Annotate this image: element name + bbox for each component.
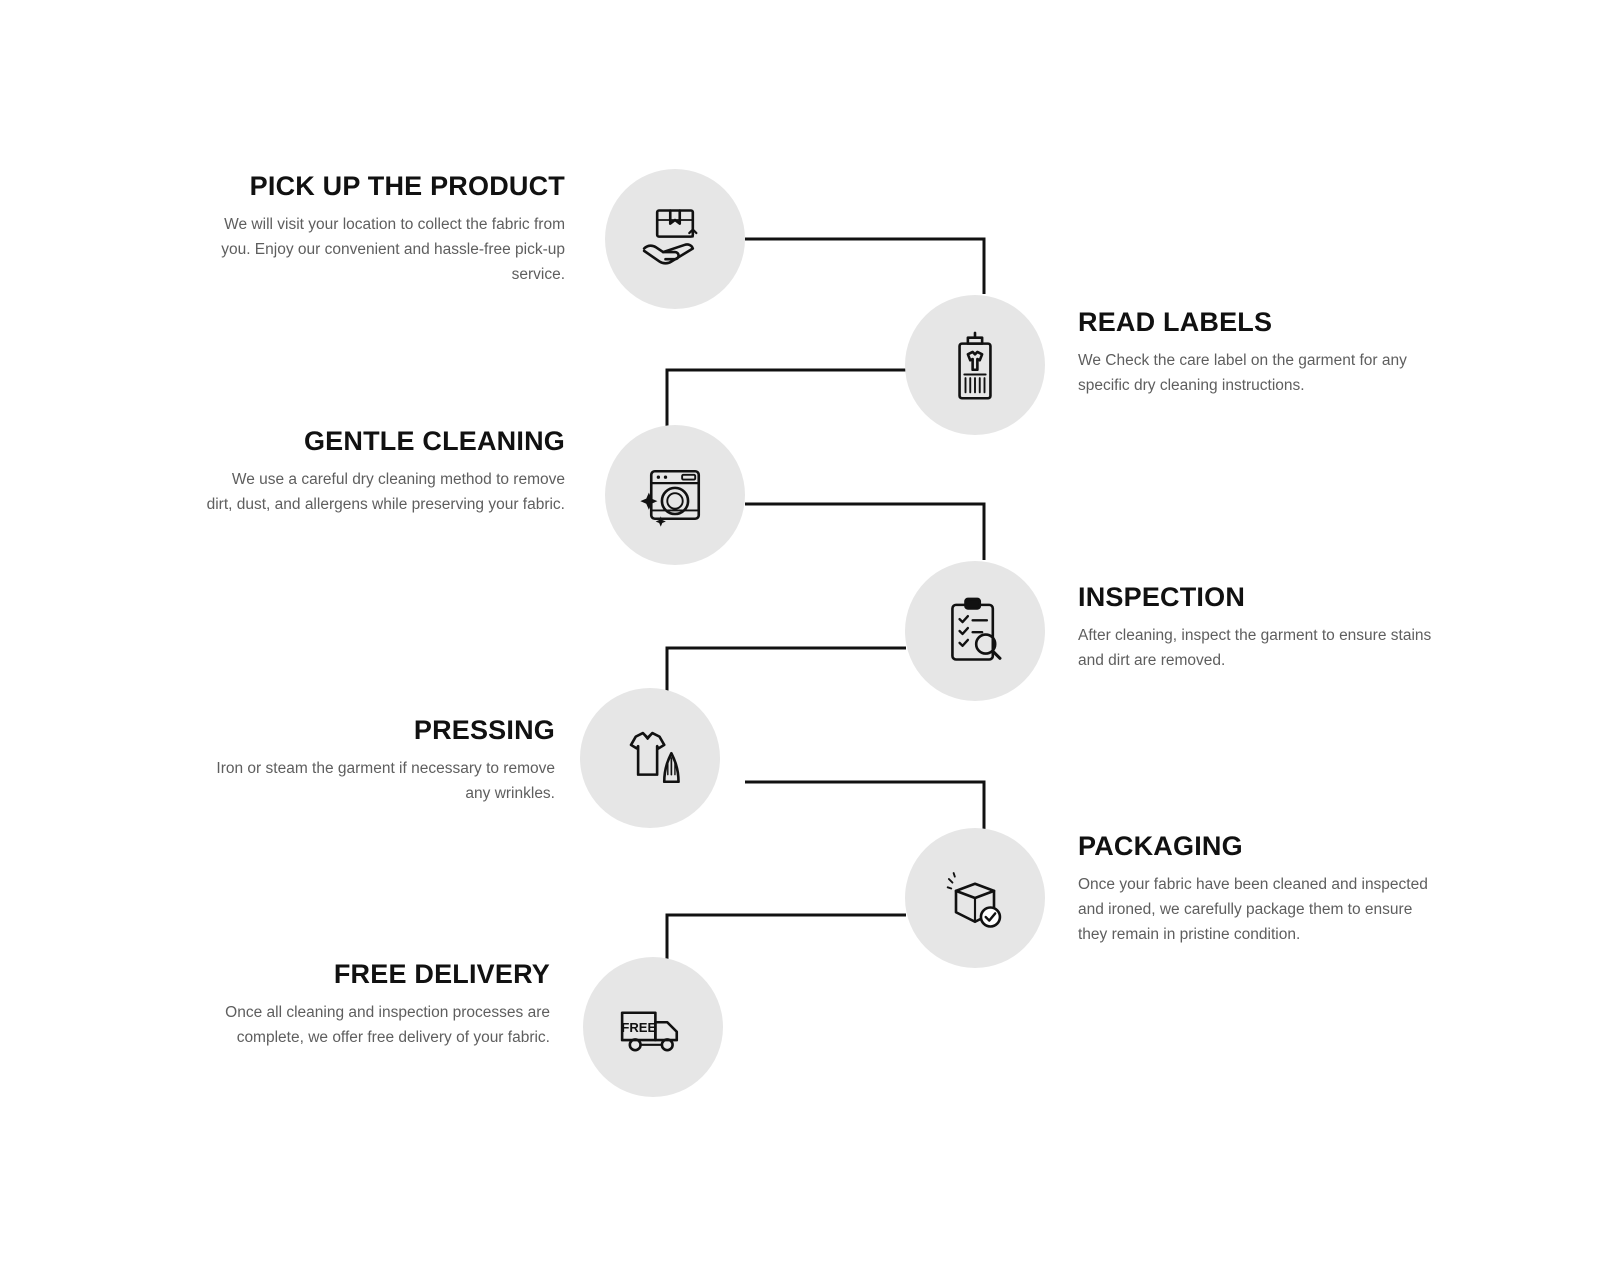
shirt-iron-icon: [612, 720, 688, 796]
step-title-pressing: PRESSING: [413, 715, 555, 745]
package-in-hand-icon: [637, 201, 713, 277]
step-title-pick-up-the-product: PICK UP THE PRODUCT: [249, 171, 565, 201]
step-description-gentle-cleaning: We use a careful dry cleaning method to remove dirt, dust, and allergens while preserving your fabric.: [206, 470, 565, 513]
step-text-gentle-cleaning: [205, 427, 565, 517]
step-node-inspection[interactable]: [905, 561, 1045, 701]
step-text-packaging: [1078, 832, 1438, 947]
step-description-pressing: Iron or steam the garment if necessary to remove any wrinkles.: [216, 759, 555, 802]
step-title-inspection: INSPECTION: [1078, 582, 1246, 612]
step-node-pressing[interactable]: [580, 688, 720, 828]
clipboard-magnifier-icon: [937, 593, 1013, 669]
step-title-packaging: PACKAGING: [1078, 831, 1243, 861]
washing-machine-sparkle-icon: [637, 457, 713, 533]
step-title-read-labels: READ LABELS: [1078, 307, 1273, 337]
step-node-gentle-cleaning[interactable]: [605, 425, 745, 565]
step-text-inspection: [1078, 583, 1438, 673]
step-description-inspection: After cleaning, inspect the garment to ensure stains and dirt are removed.: [1078, 626, 1432, 669]
step-text-pressing: [195, 716, 555, 806]
step-node-read-labels[interactable]: [905, 295, 1045, 435]
garment-care-label-icon: [937, 327, 1013, 403]
step-title-free-delivery: FREE DELIVERY: [333, 959, 550, 989]
open-box-check-icon: [937, 860, 1013, 936]
step-description-read-labels: We Check the care label on the garment for any specific dry cleaning instructions.: [1078, 351, 1407, 394]
step-node-packaging[interactable]: [905, 828, 1045, 968]
step-description-free-delivery: Once all cleaning and inspection processes are complete, we offer free delivery of your fabric.: [225, 1003, 550, 1046]
step-title-gentle-cleaning: GENTLE CLEANING: [303, 426, 565, 456]
step-description-pick-up-the-product: We will visit your location to collect the fabric from you. Enjoy our convenient and hassle-free pick-up service.: [221, 215, 565, 283]
step-text-free-delivery: [190, 960, 550, 1050]
free-delivery-truck-icon: [615, 989, 691, 1065]
step-text-pick-up-the-product: [205, 172, 565, 287]
step-text-read-labels: [1078, 308, 1438, 398]
truck-free-badge-label: FREE: [621, 1019, 657, 1035]
step-node-pick-up-the-product[interactable]: [605, 169, 745, 309]
step-node-free-delivery[interactable]: [583, 957, 723, 1097]
step-description-packaging: Once your fabric have been cleaned and inspected and ironed, we carefully package them to ensure they remain in pristine condition.: [1078, 875, 1428, 943]
